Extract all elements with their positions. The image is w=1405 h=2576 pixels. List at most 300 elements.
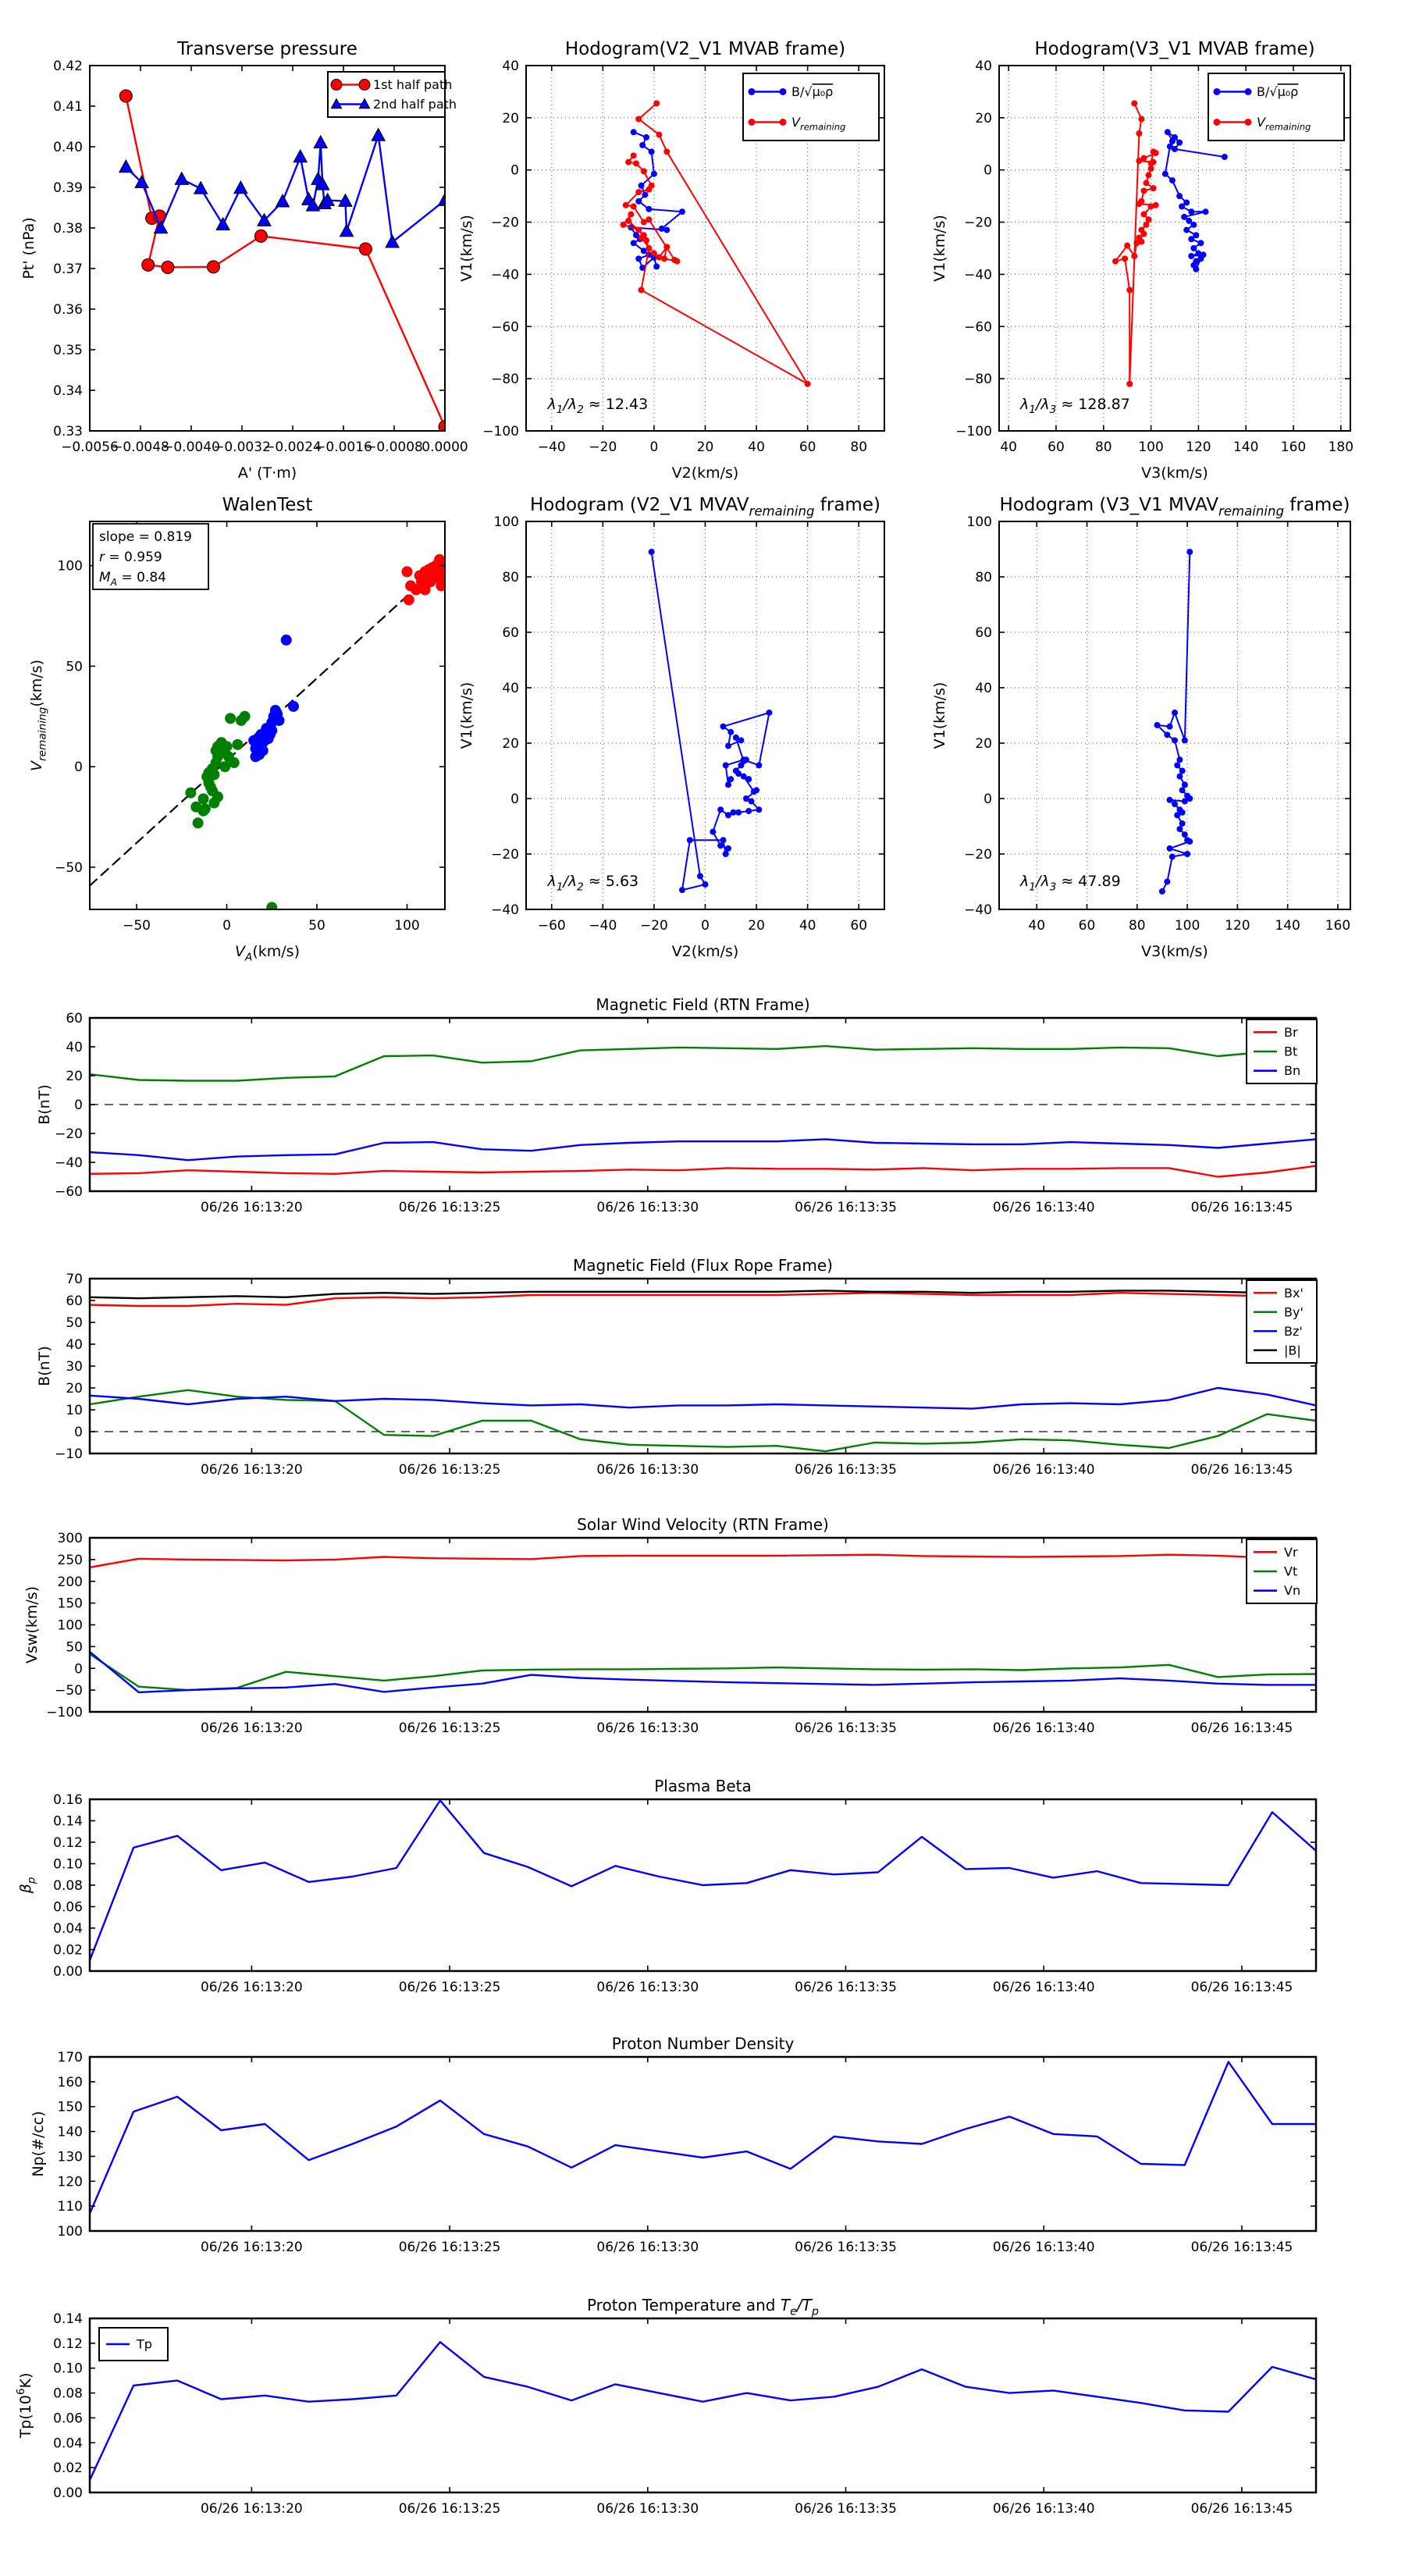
info-box-line: r = 0.959 [99,550,162,565]
x-tick-label: 06/26 16:13:40 [992,2240,1095,2255]
y-axis-label: B(nT) [36,1346,53,1386]
marker [738,737,744,743]
marker [649,148,655,155]
marker [635,255,642,262]
marker [646,245,652,251]
y-axis-label: Vsw(km/s) [23,1585,41,1664]
y-axis-label: $Tp(10^6K)$ [15,2372,34,2439]
y-tick-label: 170 [57,2050,83,2065]
x-axis-label: V2(km/s) [671,464,739,482]
x-tick-label: 06/26 16:13:40 [992,1200,1095,1215]
series-Vt [90,1654,1316,1690]
marker [162,261,174,273]
y-tick-label: 40 [502,681,519,696]
y-tick-label: 120 [57,2174,83,2190]
x-axis-label: V2(km/s) [671,943,739,960]
series-v-hodogram [652,552,770,890]
y-axis-label: Np(#/cc) [30,2111,47,2177]
marker [649,549,655,555]
series-beta-p [90,1800,1316,1960]
y-tick-label: 10 [66,1403,83,1418]
marker [225,713,236,724]
legend-label: Bx' [1284,1285,1304,1300]
y-tick-label: −40 [491,902,519,918]
x-tick-label: 160 [1325,918,1351,934]
marker [679,887,685,893]
y-axis-label: $V_{remaining}(km/s)$ [28,660,49,771]
y-tick-label: 50 [66,659,83,675]
marker [638,235,645,241]
x-tick-label: 06/26 16:13:35 [795,1462,897,1478]
ticks [46,1531,1316,1736]
legend [1247,1019,1317,1083]
legend [328,72,457,117]
markers-cluster-red [401,554,454,606]
y-tick-label: −50 [55,1683,83,1699]
marker [643,134,649,141]
markers-v-remaining [621,100,811,386]
x-tick-label: 80 [850,439,868,455]
marker [1148,160,1154,166]
x-tick-label: 80 [1094,439,1112,455]
y-tick-label: 0 [74,1098,83,1113]
marker [635,116,642,123]
series-layer [649,549,773,893]
x-tick-label: 100 [394,918,420,934]
marker [1151,185,1157,191]
x-tick-label: 120 [1225,918,1250,934]
x-tick-label: 120 [1186,439,1211,455]
markers-b-over-sqrt-mu0rho [1162,129,1228,272]
x-tick-label: 06/26 16:13:35 [795,2501,897,2517]
marker [1176,774,1183,780]
marker [1182,781,1188,788]
marker [266,725,277,736]
marker [756,806,762,813]
y-tick-label: −60 [55,1184,83,1200]
x-tick-label: −0.0056 [61,439,119,455]
marker [340,224,354,237]
marker [745,776,752,782]
y-tick-label: −80 [491,372,519,388]
x-tick-label: −20 [589,439,617,455]
y-tick-label: 40 [66,1337,83,1353]
x-tick-label: 20 [696,439,714,455]
legend-label: |B| [1284,1343,1301,1358]
marker [194,182,208,194]
ticks [55,1011,1316,1215]
x-tick-label: 40 [799,918,816,934]
marker [254,229,267,242]
series-layer [90,1290,1316,1451]
axes-frame [90,2057,1316,2231]
y-tick-label: 0.02 [53,2460,83,2477]
x-tick-label: 06/26 16:13:20 [200,1720,303,1736]
y-tick-label: 100 [493,514,519,530]
legend-label: Tp [137,2336,152,2352]
y-tick-label: 50 [66,1315,83,1331]
series-Tp [90,2342,1316,2480]
marker [697,873,703,879]
marker [175,173,188,185]
marker [281,635,292,646]
marker [638,183,645,189]
marker [1184,851,1190,857]
markers-first-half-path [119,90,451,433]
y-tick-label: 0 [74,760,83,776]
x-axis-label: $V_A(km/s)$ [235,943,300,964]
marker [1169,854,1176,860]
marker [1188,236,1194,242]
marker [623,202,629,208]
y-tick-label: −100 [46,1705,83,1720]
marker [1138,198,1144,205]
marker [1126,286,1133,293]
x-tick-label: 40 [748,439,765,455]
marker [723,851,729,857]
y-tick-label: 20 [975,736,992,752]
y-tick-label: −60 [491,319,519,336]
marker [756,762,762,768]
marker [653,263,660,269]
marker [1169,177,1176,183]
x-tick-label: 0 [649,439,659,455]
x-tick-label: −0.0040 [162,439,220,455]
info-box-line: $M_A = 0.84$ [99,570,166,588]
ticks [53,59,468,455]
marker [1245,88,1252,95]
marker [200,803,211,814]
marker [250,751,261,762]
marker [1153,202,1159,208]
y-tick-label: 150 [57,1596,83,1612]
y-tick-label: 0 [74,1661,83,1678]
legend-label: 2nd half path [373,97,457,112]
marker [641,219,647,226]
y-tick-label: 40 [66,1040,83,1055]
y-tick-label: 100 [57,1617,83,1634]
marker [1172,801,1178,807]
x-tick-label: 06/26 16:13:30 [596,2501,699,2517]
marker [314,136,327,148]
y-tick-label: 0.10 [53,2361,83,2377]
x-axis-label: V3(km/s) [1141,464,1208,482]
y-tick-label: 100 [57,558,83,575]
legend [743,73,879,141]
y-tick-label: 0.06 [53,2411,83,2427]
marker [1164,879,1170,885]
marker [720,837,726,843]
marker [1193,266,1199,272]
series-v-remaining [624,104,808,384]
x-tick-label: 06/26 16:13:45 [1190,1200,1293,1215]
x-tick-label: 06/26 16:13:45 [1190,1462,1293,1478]
y-tick-label: −100 [482,424,519,439]
marker [1179,204,1185,210]
marker [780,119,787,126]
y-tick-label: 0.40 [53,140,83,155]
marker [1186,838,1193,845]
marker [625,159,631,165]
x-tick-label: −0.0016 [315,439,372,455]
y-tick-label: 160 [57,2074,83,2090]
legend [1247,1280,1317,1363]
marker [661,255,667,262]
y-tick-label: 0.12 [53,2336,83,2352]
legend-label: B/√μ₀ρ [1257,84,1299,99]
y-tick-label: 50 [66,1639,83,1656]
marker [1164,731,1170,738]
marker [1144,180,1150,186]
marker [625,218,631,224]
y-tick-label: −40 [491,267,519,283]
marker [232,739,243,750]
marker [631,129,637,135]
x-tick-label: 06/26 16:13:20 [200,2240,303,2255]
marker [805,381,811,387]
ticks [53,1792,1316,1995]
marker [441,568,452,579]
x-tick-label: 06/26 16:13:25 [398,1720,501,1736]
x-tick-label: 06/26 16:13:30 [596,1720,699,1736]
annotation: $\lambda_1/\lambda_3 \approx 47.89$ [1020,873,1121,894]
marker [1174,762,1180,768]
y-tick-label: −50 [55,859,83,876]
marker [1190,245,1197,251]
marker [288,701,299,712]
annotation: $\lambda_1/\lambda_2 \approx 5.63$ [547,873,639,894]
y-tick-label: 0.06 [53,1899,83,1916]
x-tick-label: 06/26 16:13:40 [992,2501,1095,2517]
marker [1167,845,1173,852]
markers-second-half-path [119,128,452,247]
marker [1154,722,1161,728]
marker [725,845,731,852]
x-tick-label: 40 [1000,439,1017,455]
x-tick-label: 06/26 16:13:25 [398,1980,501,1995]
y-tick-label: −40 [964,267,992,283]
marker [635,227,642,233]
x-tick-label: 80 [1128,918,1146,934]
chart-title: Proton Number Density [611,2034,795,2053]
y-tick-label: 100 [57,2224,83,2240]
x-tick-label: 06/26 16:13:45 [1190,1720,1293,1736]
series-Vn [90,1652,1316,1692]
y-tick-label: 20 [502,736,519,752]
marker [751,788,757,795]
y-tick-label: 300 [57,1531,83,1546]
y-tick-label: −20 [964,215,992,231]
legend-label: $V_{remaining}$ [791,115,846,133]
x-tick-label: 06/26 16:13:20 [200,1462,303,1478]
marker [1136,130,1142,137]
x-tick-label: 100 [1138,439,1164,455]
x-axis-label: A' (T·m) [237,464,297,482]
marker [1159,888,1165,895]
y-tick-label: 40 [502,59,519,74]
y-axis-label: V1(km/s) [458,681,475,749]
y-tick-label: 0.34 [53,383,83,399]
marker [266,902,277,913]
ticks [491,514,884,934]
x-tick-label: 06/26 16:13:20 [200,2501,303,2517]
x-tick-label: 06/26 16:13:30 [596,1980,699,1995]
x-tick-label: 140 [1232,439,1259,455]
marker [663,227,670,233]
x-tick-label: 40 [1028,918,1046,934]
marker [1131,253,1137,259]
marker [1179,787,1186,793]
marker [663,148,670,155]
marker [727,729,734,735]
marker [240,711,251,722]
x-tick-label: −0.0008 [365,439,423,455]
marker [727,776,734,782]
marker [749,119,756,126]
markers-b-over-sqrt-mu0rho [628,129,685,271]
x-tick-label: 20 [748,918,765,934]
marker [119,90,132,102]
legend [1208,73,1344,141]
series-first-half-path [126,96,445,427]
y-tick-label: 30 [66,1359,83,1375]
y-tick-label: 200 [57,1574,83,1590]
marker [679,208,685,215]
x-tick-label: 160 [1280,439,1307,455]
x-tick-label: 06/26 16:13:40 [992,1980,1095,1995]
marker [743,795,749,802]
x-tick-label: 180 [1328,439,1354,455]
y-tick-label: 60 [66,1293,83,1309]
y-axis-label: V1(km/s) [931,215,948,282]
annotation: $\lambda_1/\lambda_3 \approx 128.87$ [1020,395,1130,417]
marker [780,88,787,95]
info-box-line: slope = 0.819 [99,529,192,545]
chart-hodogram-v3v1-mvav [931,495,1350,960]
legend-label: Br [1284,1024,1298,1040]
y-tick-label: 0.14 [53,2311,83,2327]
marker [1167,797,1173,803]
legend [99,2328,168,2361]
marker [639,142,646,148]
marker [185,788,196,799]
y-tick-label: 0.10 [53,1856,83,1873]
x-tick-label: 60 [850,918,868,934]
marker [723,762,729,768]
marker [642,191,648,197]
marker [633,160,639,166]
y-tick-label: −10 [55,1446,83,1462]
series-layer [90,554,454,913]
marker [401,566,412,577]
y-tick-label: −20 [491,847,519,863]
x-axis-label: V3(km/s) [1141,943,1208,960]
marker [1182,799,1188,805]
y-tick-label: 0 [74,1425,83,1440]
marker [1167,144,1173,150]
marker [1140,155,1147,162]
marker [216,218,229,230]
x-tick-label: 140 [1275,918,1300,934]
y-tick-label: 0 [510,162,519,179]
x-tick-label: 0 [222,918,231,934]
y-tick-label: −20 [491,215,519,231]
series-layer [621,100,811,386]
marker [276,194,289,207]
marker [1126,381,1133,387]
y-tick-label: −40 [964,902,992,918]
marker [638,286,645,293]
legend-label: Vt [1284,1564,1298,1579]
chart-b-rtn [36,995,1317,1215]
chart-title: Hodogram(V2_V1 MVAB frame) [564,39,846,59]
marker [1176,826,1183,832]
marker [1140,212,1147,218]
marker [628,212,634,218]
chart-title: Transverse pressure [177,39,357,59]
x-tick-label: 06/26 16:13:45 [1190,2240,1293,2255]
x-tick-label: −0.0024 [264,439,322,455]
marker [1151,148,1157,155]
marker [274,715,285,726]
x-tick-label: 60 [1078,918,1096,934]
annotation: $\lambda_1/\lambda_2 \approx 12.43$ [547,395,649,417]
y-axis-label: V1(km/s) [458,215,475,282]
marker [222,741,233,752]
legend-label: $V_{remaining}$ [1257,115,1311,133]
y-tick-label: −40 [55,1155,83,1171]
series-layer [1112,100,1228,386]
marker [1131,100,1137,106]
y-tick-label: 40 [975,59,992,74]
x-tick-label: 50 [308,918,325,934]
marker [720,724,726,730]
chart-title: Proton Temperature and $T_e/T_p$ [586,2296,820,2318]
x-tick-label: 100 [1174,918,1200,934]
x-tick-label: 06/26 16:13:30 [596,1462,699,1478]
y-tick-label: 0.12 [53,1835,83,1851]
marker [1138,116,1144,123]
marker [1245,119,1252,126]
y-tick-label: 0.37 [53,262,83,277]
y-tick-label: 0.39 [53,180,83,196]
marker [359,243,372,255]
y-axis-label: $\beta_p$ [17,1877,38,1894]
y-tick-label: −60 [964,319,992,336]
series-Bx-prime [90,1293,1316,1306]
marker [651,251,657,257]
x-tick-label: 06/26 16:13:35 [795,1720,897,1736]
marker [710,829,716,835]
series-layer [1154,549,1193,895]
x-tick-label: 0.0000 [422,439,468,455]
marker [420,585,431,596]
marker [687,837,693,843]
marker [1176,756,1183,763]
chart-b-fluxrope [36,1256,1317,1478]
chart-pressure [20,39,468,482]
marker [1183,227,1190,233]
series-layer [119,90,452,433]
y-tick-label: −80 [964,372,992,388]
marker [1172,737,1178,743]
y-tick-label: 0.38 [53,221,83,237]
x-tick-label: −0.0048 [112,439,169,455]
marker [1182,831,1188,838]
y-tick-label: −20 [55,1126,83,1142]
x-tick-label: 06/26 16:13:45 [1190,1980,1293,1995]
marker [653,100,660,106]
